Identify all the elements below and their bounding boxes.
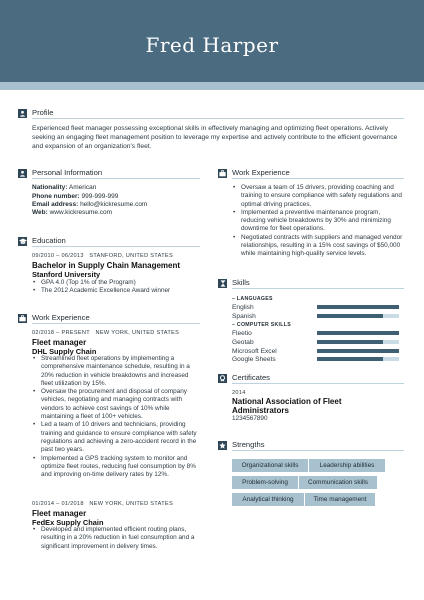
work-experience-title: Work Experience <box>32 313 90 322</box>
header-stripe <box>0 82 424 90</box>
job-role: Fleet manager <box>32 509 87 518</box>
skill-level-fill <box>317 331 399 335</box>
certificate-id: 1234567890 <box>232 415 268 422</box>
education-date-range: 09/2010 – 06/2013 <box>32 253 84 259</box>
education-list <box>32 279 202 296</box>
list-item: • Developed and implemented efficient routing plans, resulting in a 20% reduction in fuel consumption and a significant improvement in delivery times. <box>32 526 202 551</box>
job-date <box>32 330 179 336</box>
person-icon <box>18 169 27 178</box>
list-item: • GPA 4.0 (Top 1% of the Program) <box>32 279 202 287</box>
star-icon <box>218 441 227 450</box>
languages-label: – LANGUAGES <box>232 296 273 302</box>
certificates-rule <box>232 383 404 384</box>
briefcase-icon <box>18 314 27 323</box>
email-label: Email address: <box>32 201 79 208</box>
phone-label: Phone number: <box>32 193 80 200</box>
skill-name: Microsoft Excel <box>232 348 277 355</box>
skill-name: Fleetio <box>232 330 252 337</box>
list-item: • Streamlined fleet operations by implementing a comprehensive maintenance schedule, resulting in a 20% reduction in vehicle breakdowns and increased fleet utilization by 15%. <box>32 355 202 388</box>
job-date-range: 01/2014 – 01/2018 <box>32 501 84 507</box>
personal-info-title: Personal Information <box>32 168 103 177</box>
strength-tag: Time management <box>305 493 375 506</box>
nationality-label: Nationality: <box>32 184 68 191</box>
computer-skills-label: – COMPUTER SKILLS <box>232 322 291 328</box>
skill-level-bar <box>317 305 399 309</box>
education-school: Stanford University <box>32 270 101 279</box>
skill-level-bar <box>317 340 399 344</box>
job-duties-list <box>232 184 404 259</box>
skills-title: Skills <box>232 278 250 287</box>
strength-tag: Communication skills <box>299 476 377 489</box>
list-item: • Led a team of 10 drivers and technicians, providing training and guidance to ensure compliance with safety regulations and achieving a zero-accident record in the past two years. <box>32 421 202 454</box>
strength-tag: Problem-solving <box>232 476 298 489</box>
skill-level-fill <box>317 314 383 318</box>
phone-value: 999-999-999 <box>81 193 119 200</box>
skills-rule <box>232 288 404 289</box>
education-title: Education <box>32 236 66 245</box>
certificate-year: 2014 <box>232 390 246 396</box>
web-value[interactable]: www.kickresume.com <box>49 209 113 216</box>
list-item: • Negotiated contracts with suppliers and managed vendor relationships, resulting in a 15% cost savings of $50,000 while maintaining high-quality service levels. <box>232 234 404 259</box>
job-date <box>32 501 173 507</box>
web-label: Web: <box>32 209 48 216</box>
list-item: • The 2012 Academic Excellence Award winner <box>32 287 202 295</box>
briefcase-icon <box>218 169 227 178</box>
list-item: • Implemented a GPS tracking system to monitor and optimize fleet routes, reducing fuel consumption by 8% and improving on-time delivery rates by 12%. <box>32 455 202 480</box>
strength-tag: Leadership abilities <box>309 459 385 472</box>
strengths-title: Strengths <box>232 440 265 449</box>
profile-rule <box>32 118 404 119</box>
skill-level-bar <box>317 349 399 353</box>
work-experience-continued-rule <box>232 178 404 179</box>
skill-level-fill <box>317 305 399 309</box>
skill-name: Spanish <box>232 313 256 320</box>
skill-level-fill <box>317 357 383 361</box>
job-location: NEW YORK, UNITED STATES <box>89 501 173 507</box>
skill-name: Geotab <box>232 339 254 346</box>
skill-level-bar <box>317 314 399 318</box>
list-item: • Oversaw the procurement and disposal of company vehicles, negotiating and managing contracts with vendors to achieve cost savings of 10% while maintaining a fleet of 100+ vehicles. <box>32 388 202 421</box>
person-icon <box>18 109 27 118</box>
education-rule <box>32 246 200 247</box>
certificate-name: National Association of Fleet Administrators <box>232 397 342 415</box>
skill-level-bar <box>317 357 399 361</box>
job-location: NEW YORK, UNITED STATES <box>95 330 180 336</box>
education-date <box>32 253 173 259</box>
email-value[interactable]: hello@kickresume.com <box>80 201 148 208</box>
nationality-value: American <box>68 184 97 191</box>
work-experience-continued-title: Work Experience <box>232 168 290 177</box>
graduation-cap-icon <box>18 237 27 246</box>
profile-title: Profile <box>32 108 54 117</box>
profile-text: Experienced fleet manager possessing exceptional skills in effectively managing and optimizing fleet operations. Actively seeking an engaging fleet management position to leverage my expertise and actively contribute to the efficient governance and expansion of an organization's fleet. <box>32 125 398 151</box>
job-company: FedEx Supply Chain <box>32 518 104 527</box>
strengths-rule <box>232 450 404 451</box>
certificate-icon <box>218 374 227 383</box>
education-degree: Bachelor in Supply Chain Management <box>32 261 181 270</box>
job-duties-list <box>32 526 202 551</box>
web-row <box>32 209 112 217</box>
certificates-title: Certificates <box>232 373 270 382</box>
job-duties-list <box>32 355 202 479</box>
skill-name: English <box>232 304 254 311</box>
strength-tag: Organizational skills <box>232 459 308 472</box>
nationality-row <box>32 184 96 192</box>
list-item: • Oversaw a team of 15 drivers, providing coaching and training to ensure compliance with safety regulations and optimal driving practices. <box>232 184 404 209</box>
skill-name: Google Sheets <box>232 356 276 363</box>
job-date-range: 02/2018 – PRESENT <box>32 330 90 336</box>
job-role: Fleet manager <box>32 338 87 347</box>
personal-info-rule <box>32 178 200 179</box>
work-experience-rule <box>32 323 200 324</box>
skill-level-fill <box>317 349 399 353</box>
education-location: STANFORD, UNITED STATES <box>89 253 173 259</box>
hourglass-icon <box>218 279 227 288</box>
strength-tag: Analytical thinking <box>232 493 304 506</box>
skill-level-fill <box>317 340 383 344</box>
list-item: • Implemented a preventive maintenance program, reducing vehicle breakdowns by 30% and minimizing downtime for fleet operations. <box>232 209 404 234</box>
candidate-name: Fred Harper <box>145 33 279 57</box>
skill-level-bar <box>317 331 399 335</box>
job-company: DHL Supply Chain <box>32 347 97 356</box>
